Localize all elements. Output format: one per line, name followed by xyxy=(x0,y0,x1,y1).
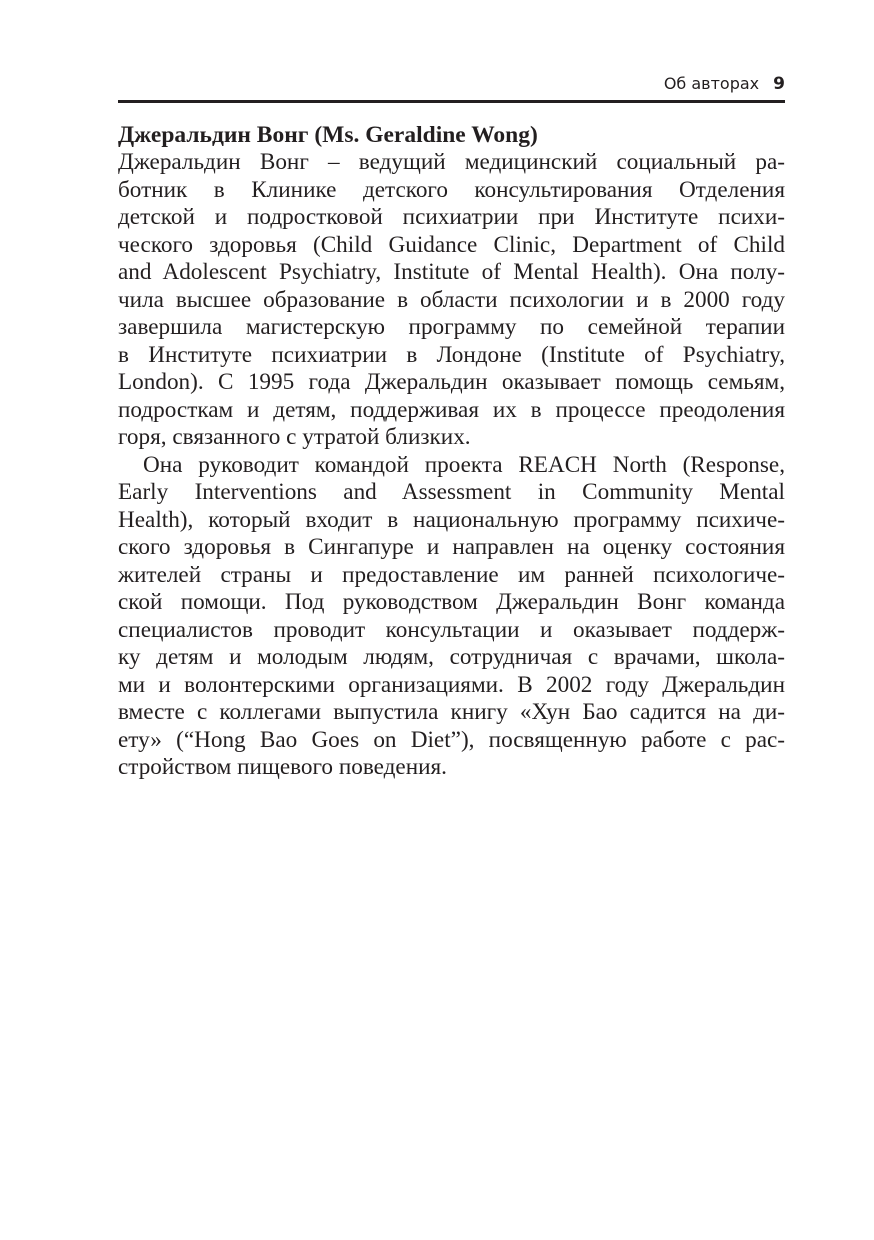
paragraph xyxy=(118,452,785,782)
text-line: Health), который входит в национальную программу психиче- xyxy=(118,506,785,533)
author-bio xyxy=(118,149,785,782)
text-line: London). С 1995 года Джеральдин оказывает помощь семьям, xyxy=(118,369,785,395)
page-body xyxy=(118,121,785,782)
text-line: ской помощи. Под руководством Джеральдин Вонг команда xyxy=(118,589,785,615)
page-number: 9 xyxy=(773,74,785,94)
text-line: and Adolescent Psychiatry, Institute of Mental Health). Она полу- xyxy=(118,259,785,285)
text-line: ского здоровья в Сингапуре и направлен на оценку состояния xyxy=(118,534,785,560)
running-header xyxy=(118,74,785,100)
text-line: Джеральдин Вонг – ведущий медицинский социальный ра- xyxy=(118,149,785,175)
paragraph xyxy=(118,149,785,452)
text-line: ету» (“Hong Bao Goes on Diet”), посвященную работе с рас- xyxy=(118,726,785,753)
text-line: в Институте психиатрии в Лондоне (Institute of Psychiatry, xyxy=(118,341,785,368)
section-title: Об авторах xyxy=(663,74,760,93)
text-line: Early Interventions and Assessment in Community Mental xyxy=(118,479,785,505)
text-line: детской и подростковой психиатрии при Институте психи- xyxy=(118,204,785,230)
text-line: стройством пищевого поведения. xyxy=(118,754,447,780)
header-rule xyxy=(118,100,785,103)
text-line: жителей страны и предоставление им ранней психологиче- xyxy=(118,561,785,588)
text-line: вместе с коллегами выпустила книгу «Хун Бао садится на ди- xyxy=(118,699,785,725)
text-line: специалистов проводит консультации и оказывает поддерж- xyxy=(118,616,785,643)
text-line: Она руководит командой проекта REACH North (Response, xyxy=(143,451,785,478)
text-line: подросткам и детям, поддерживая их в процессе преодоления xyxy=(118,396,785,423)
text-line: ку детям и молодым людям, сотрудничая с врачами, школа- xyxy=(118,644,785,670)
text-line: чила высшее образование в области психологии и в 2000 году xyxy=(118,286,785,313)
text-line: ми и волонтерскими организациями. В 2002 году Джеральдин xyxy=(118,671,785,698)
text-line: ботник в Клинике детского консультирования Отделения xyxy=(118,176,785,203)
text-line: ческого здоровья (Child Guidance Clinic, Department of Child xyxy=(118,231,785,258)
text-line: горя, связанного с утратой близких. xyxy=(118,424,471,450)
author-heading: Джеральдин Вонг (Ms. Geraldine Wong) xyxy=(118,122,538,148)
text-line: завершила магистерскую программу по семейной терапии xyxy=(118,314,785,340)
